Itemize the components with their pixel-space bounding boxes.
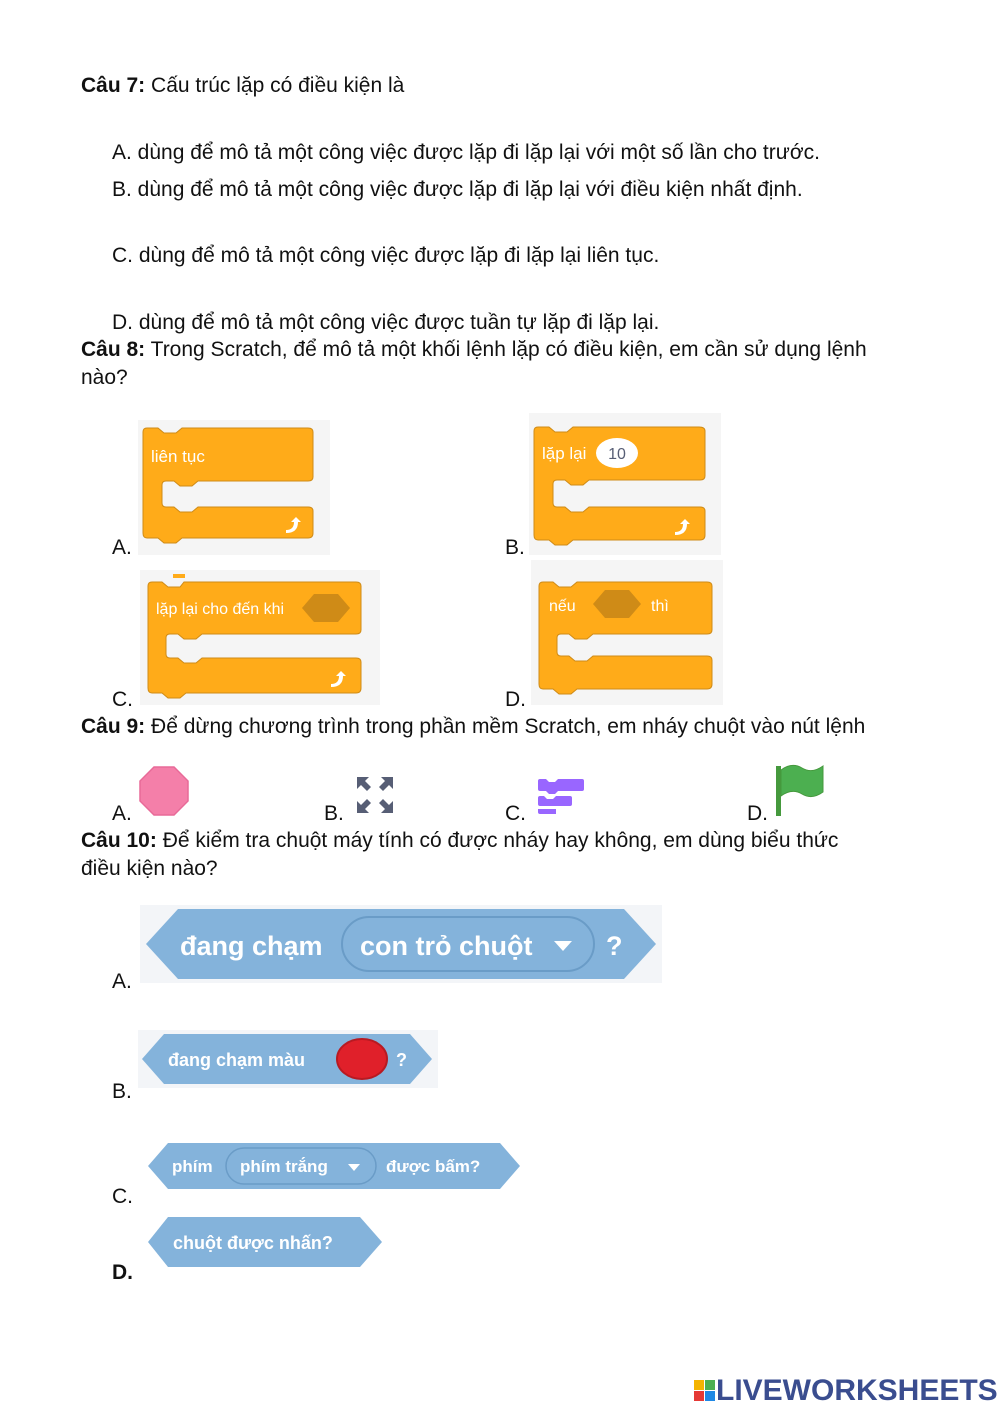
block-label-tail: được bấm? <box>386 1157 481 1176</box>
fullscreen-icon[interactable] <box>355 775 395 815</box>
blocks-icon[interactable] <box>536 778 586 816</box>
block-label: lặp lại cho đến khi <box>156 601 285 618</box>
repeat-until-block[interactable] <box>140 570 380 705</box>
question-7 <box>81 72 404 100</box>
touching-mouse-pointer-block[interactable] <box>140 905 662 983</box>
q10-option-a-label[interactable]: A. <box>112 970 132 993</box>
q9-option-a-label[interactable]: A. <box>112 802 132 825</box>
dropdown-value: con trỏ chuột <box>360 931 533 961</box>
q7-option-d[interactable]: D. dùng để mô tả một công việc được tuần tự lặp đi lặp lại. <box>112 311 660 334</box>
block-label: phím <box>172 1157 213 1176</box>
block-label: lặp lại <box>542 444 587 463</box>
stop-octagon-icon[interactable] <box>138 765 190 817</box>
mouse-down-block[interactable] <box>144 1214 386 1270</box>
q8-option-b-label[interactable]: B. <box>505 536 525 559</box>
q10-option-c-label[interactable]: C. <box>112 1185 133 1208</box>
green-flag-icon[interactable] <box>774 762 826 818</box>
color-swatch[interactable] <box>337 1039 387 1079</box>
question-label: Câu 8: <box>81 338 146 361</box>
q9-option-d-label[interactable]: D. <box>747 802 768 825</box>
q10-option-b-label[interactable]: B. <box>112 1080 132 1103</box>
if-then-block[interactable] <box>531 560 723 705</box>
dropdown-value: phím trắng <box>240 1157 328 1176</box>
block-label-then: thì <box>651 598 669 615</box>
liveworksheets-logo <box>694 1374 998 1408</box>
number-value: 10 <box>608 446 626 463</box>
block-question-mark: ? <box>396 1050 407 1070</box>
q8-option-d-label[interactable]: D. <box>505 688 526 711</box>
repeat-block[interactable] <box>529 413 721 555</box>
q9-option-b-label[interactable]: B. <box>324 802 344 825</box>
question-text: Cấu trúc lặp có điều kiện là <box>145 74 405 97</box>
question-label: Câu 10: <box>81 829 157 852</box>
q7-option-c[interactable]: C. dùng để mô tả một công việc được lặp đi lặp lại liên tục. <box>112 244 660 267</box>
question-label: Câu 7: <box>81 74 146 97</box>
logo-mark-icon <box>694 1378 716 1404</box>
question-10 <box>81 827 838 855</box>
question-text: Để dừng chương trình trong phần mềm Scratch, em nháy chuột vào nút lệnh <box>145 715 866 738</box>
block-label: liên tục <box>151 447 205 466</box>
block-label: đang chạm màu <box>168 1050 306 1070</box>
q7-option-b[interactable]: B. dùng để mô tả một công việc được lặp đi lặp lại với điều kiện nhất định. <box>112 178 803 201</box>
question-text: Trong Scratch, để mô tả một khối lệnh lặp có điều kiện, em cần sử dụng lệnh <box>145 338 867 361</box>
question-8-line2: nào? <box>81 366 128 389</box>
question-label: Câu 9: <box>81 715 146 738</box>
q9-option-c-label[interactable]: C. <box>505 802 526 825</box>
q10-option-d-label[interactable]: D. <box>112 1261 133 1284</box>
block-label: nếu <box>549 598 576 615</box>
question-10-line2: điều kiện nào? <box>81 857 218 880</box>
q8-option-c-label[interactable]: C. <box>112 688 133 711</box>
block-question-mark: ? <box>606 931 623 961</box>
forever-block[interactable] <box>138 420 330 555</box>
block-label: chuột được nhấn? <box>173 1233 333 1253</box>
q8-option-a-label[interactable]: A. <box>112 536 132 559</box>
question-8 <box>81 336 867 364</box>
key-pressed-block[interactable] <box>144 1140 524 1192</box>
question-text: Để kiểm tra chuột máy tính có được nháy hay không, em dùng biểu thức <box>156 829 839 852</box>
logo-text: LIVEWORKSHEETS <box>716 1374 998 1407</box>
block-label: đang chạm <box>180 931 323 961</box>
question-9 <box>81 713 865 741</box>
q7-option-a[interactable]: A. dùng để mô tả một công việc được lặp đi lặp lại với một số lần cho trước. <box>112 141 820 164</box>
touching-color-block[interactable] <box>138 1030 438 1088</box>
